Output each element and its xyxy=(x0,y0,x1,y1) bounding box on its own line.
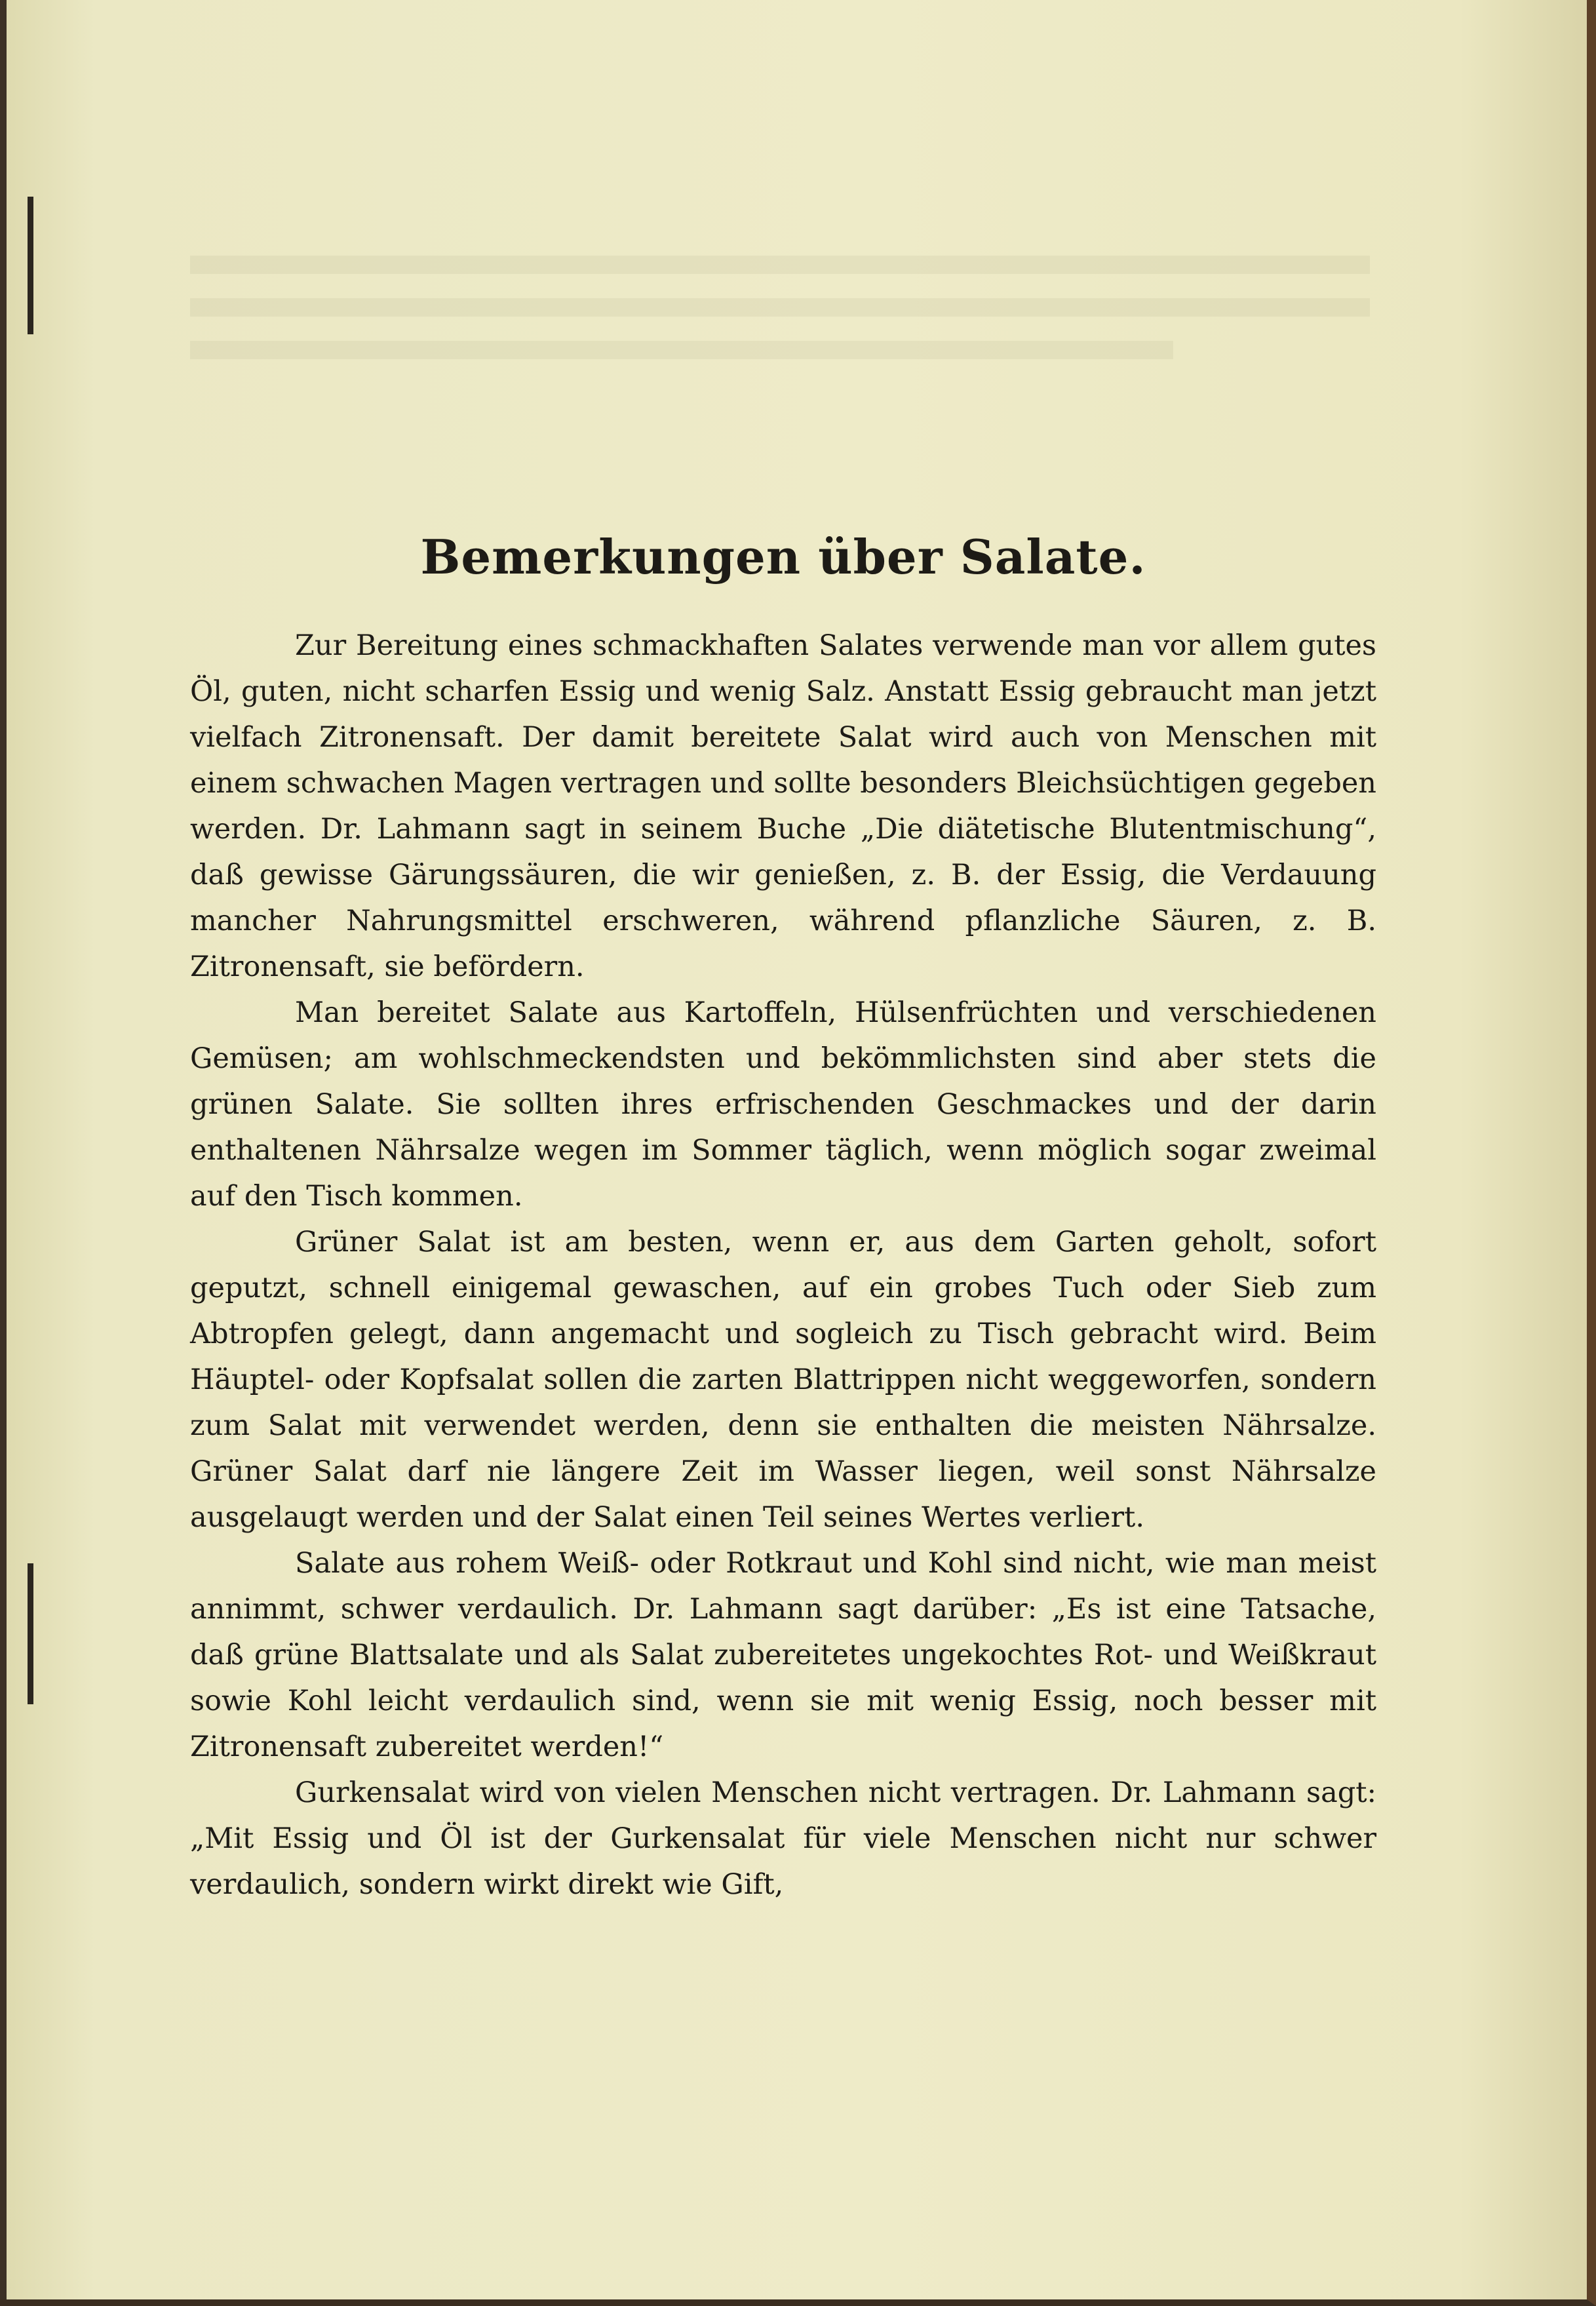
show-through-shadow xyxy=(190,341,1173,359)
paragraph: Gurkensalat wird von vielen Menschen nicht vertragen. Dr. Lahmann sagt: „Mit Essig und Öl ist der Gurkensalat für viele Menschen nicht nur schwer verdaulich, sondern wirkt direkt wie Gift, xyxy=(190,1776,1376,1901)
paragraph: Salate aus rohem Weiß- oder Rotkraut und Kohl sind nicht, wie man meist annimmt, schwer verdaulich. Dr. Lahmann sagt darüber: „Es ist eine Tatsache, daß grüne Blattsalate und als Salat zubereitetes ungekochtes Rot- und Weißkraut sowie Kohl leicht verdaulich sind, wenn sie mit wenig Essig, noch besser mit Zitronensaft zubereitet werden!“ xyxy=(190,1547,1376,1763)
show-through-shadow xyxy=(190,298,1370,317)
paragraph: Grüner Salat ist am besten, wenn er, aus dem Garten geholt, sofort geputzt, schnell einigemal gewaschen, auf ein grobes Tuch oder Sieb zum Abtropfen gelegt, dann angemacht und sogleich zu Tisch gebracht wird. Beim Häuptel- oder Kopfsalat sollen die zarten Blattrippen nicht weggeworfen, sondern zum Salat mit verwendet werden, denn sie enthalten die meisten Nährsalze. Grüner Salat darf nie längere Zeit im Wasser liegen, weil sonst Nährsalze ausgelaugt werden und der Salat einen Teil seines Wertes verliert. xyxy=(190,1226,1376,1534)
binding-mark-bottom xyxy=(28,1563,33,1704)
paragraph: Zur Bereitung eines schmackhaften Salates verwende man vor allem gutes Öl, guten, nicht scharfen Essig und wenig Salz. Anstatt Essig gebraucht man jetzt vielfach Zitronensaft. Der damit bereitete Salat wird auch von Menschen mit einem schwachen Magen vertragen und sollte besonders Bleichsüchtigen gegeben werden. Dr. Lahmann sagt in seinem Buche „Die diätetische Blutentmischung“, daß gewisse Gärungssäuren, die wir genießen, z. B. der Essig, die Verdauung mancher Nahrungsmittel erschweren, während pflanzliche Säuren, z. B. Zitronensaft, sie befördern. xyxy=(190,629,1376,983)
show-through-shadow xyxy=(190,256,1370,274)
binding-mark-top xyxy=(28,197,33,334)
paragraph: Man bereitet Salate aus Kartoffeln, Hülsenfrüchten und verschiedenen Gemüsen; am wohlschmeckendsten und bekömmlichsten sind aber stets die grünen Salate. Sie sollten ihres erfrischenden Geschmackes und der darin enthaltenen Nährsalze wegen im Sommer täglich, wenn möglich sogar zweimal auf den Tisch kommen. xyxy=(190,996,1376,1213)
page-spine-edge xyxy=(0,0,7,2306)
page-title: Bemerkungen über Salate. xyxy=(420,529,1146,585)
page-content xyxy=(190,528,1376,1907)
